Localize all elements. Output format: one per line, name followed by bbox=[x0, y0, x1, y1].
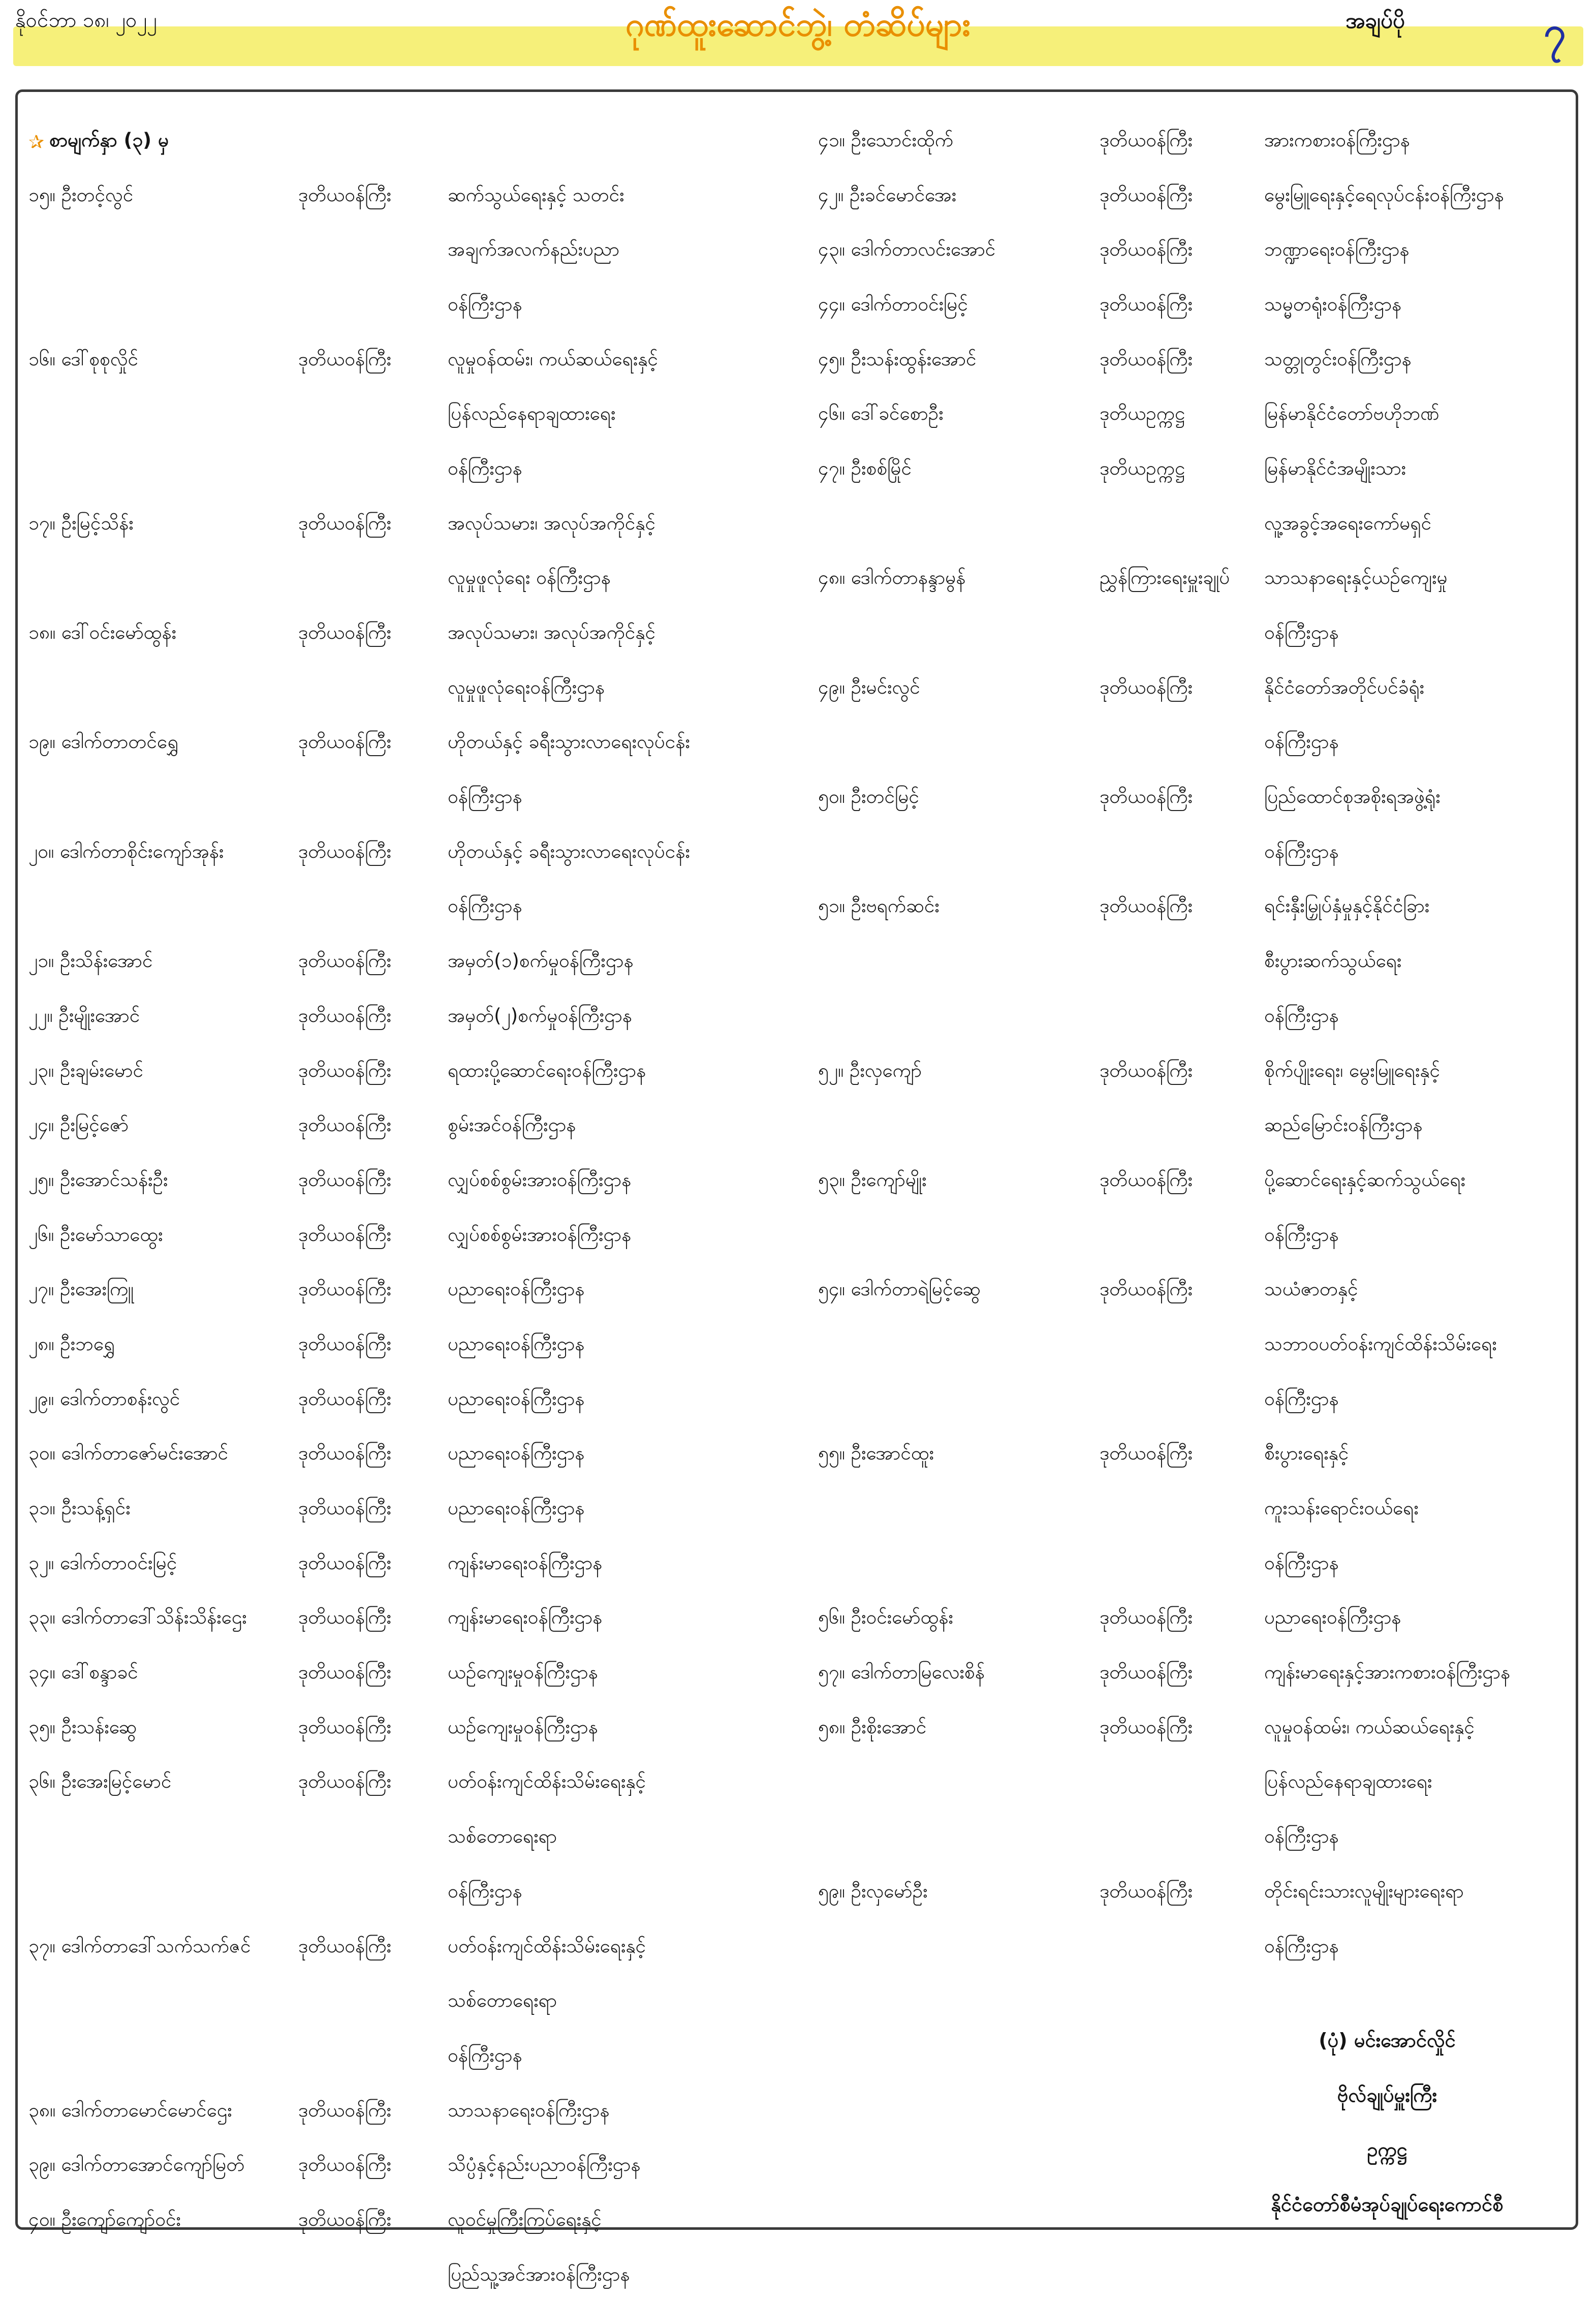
award-entry bbox=[28, 826, 791, 881]
recipient-rank: ဒုတိယဝန်ကြီး bbox=[298, 183, 391, 206]
recipient-name: ၂၀။ ဒေါက်တာစိုင်းကျော်အုန်း bbox=[28, 840, 224, 862]
recipient-name: ၂၅။ ဦးအောင်သန်းဦး bbox=[28, 1168, 168, 1191]
page-header bbox=[0, 0, 1596, 71]
recipient-ministry: သဘာဝပတ်ဝန်းကျင်ထိန်းသိမ်းရေး bbox=[1264, 1332, 1497, 1355]
recipient-name: ၅၇။ ဒေါက်တာမြလေးစိန် bbox=[818, 1661, 985, 1684]
recipient-ministry: သစ်တောရေးရာ bbox=[448, 1989, 557, 2012]
award-entry bbox=[28, 1593, 791, 1647]
award-entry-continuation bbox=[818, 1538, 1580, 1593]
recipient-ministry: ပတ်ဝန်းကျင်ထိန်းသိမ်းရေးနှင့် bbox=[448, 1935, 646, 1957]
page-title: ဂုဏ်ထူးဆောင်ဘွဲ့၊ တံဆိပ်များ bbox=[625, 6, 971, 44]
star-icon: ✰ bbox=[28, 131, 45, 153]
recipient-rank: ဒုတိယဝန်ကြီး bbox=[1100, 1168, 1193, 1191]
award-entry bbox=[818, 224, 1580, 279]
recipient-ministry: နိုင်ငံတော်အတိုင်ပင်ခံရုံး bbox=[1264, 676, 1425, 698]
recipient-rank: ဒုတိယဝန်ကြီး bbox=[1100, 348, 1193, 370]
recipient-ministry: ဝန်ကြီးဌာန bbox=[1264, 1825, 1339, 1848]
recipient-ministry: ယဉ်ကျေးမှုဝန်ကြီးဌာန bbox=[448, 1716, 598, 1738]
recipient-rank: ဒုတိယဝန်ကြီး bbox=[298, 1168, 391, 1191]
recipient-rank: ဒုတိယဝန်ကြီး bbox=[298, 621, 391, 644]
recipient-ministry: ဘဏ္ဍာရေးဝန်ကြီးဌာန bbox=[1264, 238, 1410, 261]
recipient-ministry: သိပ္ပံနှင့်နည်းပညာဝန်ကြီးဌာန bbox=[448, 2154, 641, 2176]
award-entry-continuation bbox=[28, 1866, 791, 1921]
recipient-ministry: အလုပ်သမား၊ အလုပ်အကိုင်နှင့် bbox=[448, 621, 655, 644]
signature-block bbox=[1209, 2015, 1565, 2234]
award-entry bbox=[28, 1702, 791, 1757]
award-entry-continuation bbox=[818, 1100, 1580, 1155]
recipient-ministry: ဆက်သွယ်ရေးနှင့် သတင်း bbox=[448, 183, 624, 206]
award-entry bbox=[818, 1702, 1580, 1757]
recipient-ministry: ဟိုတယ်နှင့် ခရီးသွားလာရေးလုပ်ငန်း bbox=[448, 731, 690, 753]
recipient-rank: ဒုတိယဝန်ကြီး bbox=[298, 1716, 391, 1738]
recipient-ministry: ဝန်ကြီးဌာန bbox=[1264, 1387, 1339, 1410]
award-entry bbox=[818, 1264, 1580, 1319]
award-entry bbox=[818, 334, 1580, 389]
recipient-name: ၂၉။ ဒေါက်တာစန်းလွင် bbox=[28, 1387, 180, 1410]
award-entry-continuation bbox=[818, 990, 1580, 1045]
recipient-rank: ဒုတိယဝန်ကြီး bbox=[1100, 786, 1193, 808]
recipient-name: ၄၃။ ဒေါက်တာလင်းအောင် bbox=[818, 238, 996, 261]
award-entry bbox=[28, 498, 791, 553]
recipient-name: ၂၂။ ဦးမျိုးအောင် bbox=[28, 1004, 140, 1026]
award-entry bbox=[818, 115, 1580, 170]
recipient-name: ၁၅။ ဦးတင့်လွင် bbox=[28, 183, 134, 206]
recipient-name: ၄၁။ ဦးသောင်းထိုက် bbox=[818, 129, 954, 151]
award-entry-continuation bbox=[28, 662, 791, 717]
award-entry bbox=[28, 1757, 791, 1812]
recipient-ministry: ပြည်သူ့အင်အားဝန်ကြီးဌာန bbox=[448, 2263, 630, 2285]
recipient-ministry: ဝန်ကြီးဌာန bbox=[1264, 1004, 1339, 1026]
recipient-name: ၂၇။ ဦးအေးကြူ bbox=[28, 1278, 134, 1300]
award-entry-continuation bbox=[28, 881, 791, 936]
recipient-name: ၃၉။ ဒေါက်တာအောင်ကျော်မြတ် bbox=[28, 2154, 245, 2176]
recipient-rank: ဒုတိယဝန်ကြီး bbox=[298, 2099, 391, 2121]
recipient-ministry: ဝန်ကြီးဌာန bbox=[448, 293, 522, 315]
award-entry-continuation bbox=[818, 936, 1580, 990]
recipient-ministry: အလုပ်သမား၊ အလုပ်အကိုင်နှင့် bbox=[448, 512, 655, 534]
award-entry bbox=[28, 1921, 791, 1976]
section-label: အချပ်ပို bbox=[1345, 8, 1405, 33]
award-entry bbox=[28, 1319, 791, 1374]
award-entry bbox=[28, 2139, 791, 2194]
award-entry bbox=[28, 990, 791, 1045]
award-entry bbox=[28, 936, 791, 990]
award-entry-continuation bbox=[28, 1975, 791, 2030]
award-entry-continuation bbox=[28, 443, 791, 498]
recipient-name: ၄၅။ ဦးသန်းထွန်းအောင် bbox=[818, 348, 977, 370]
recipient-ministry: သမ္မတရုံးဝန်ကြီးဌာန bbox=[1264, 293, 1402, 315]
recipient-name: ၃၈။ ဒေါက်တာမောင်မောင်ဌေး bbox=[28, 2099, 232, 2121]
recipient-ministry: ယဉ်ကျေးမှုဝန်ကြီးဌာန bbox=[448, 1661, 598, 1684]
recipient-rank: ဒုတိယဝန်ကြီး bbox=[298, 2154, 391, 2176]
award-entry bbox=[818, 279, 1580, 334]
recipient-ministry: ဟိုတယ်နှင့် ခရီးသွားလာရေးလုပ်ငန်း bbox=[448, 840, 690, 862]
recipient-rank: ဒုတိယဝန်ကြီး bbox=[298, 1332, 391, 1355]
award-entry bbox=[28, 1264, 791, 1319]
recipient-rank: ဒုတိယဝန်ကြီး bbox=[298, 1497, 391, 1519]
recipient-ministry: ဝန်ကြီးဌာန bbox=[1264, 1935, 1339, 1957]
award-entry-continuation bbox=[818, 1921, 1580, 1976]
award-entry bbox=[28, 334, 791, 389]
recipient-ministry: ဝန်ကြီးဌာန bbox=[1264, 1223, 1339, 1246]
recipient-rank: ဒုတိယဝန်ကြီး bbox=[298, 1387, 391, 1410]
recipient-ministry: ဝန်ကြီးဌာန bbox=[448, 786, 522, 808]
signatory-office: နိုင်ငံတော်စီမံအုပ်ချုပ်ရေးကောင်စီ bbox=[1271, 2193, 1504, 2216]
recipient-ministry: ဝန်ကြီးဌာန bbox=[448, 457, 522, 479]
recipient-ministry: ရင်းနှီးမြှုပ်နှံမှုနှင့်နိုင်ငံခြား bbox=[1264, 895, 1430, 917]
recipient-ministry: ပြန်လည်နေရာချထားရေး bbox=[448, 402, 616, 425]
award-entry bbox=[818, 1647, 1580, 1702]
recipient-ministry: သာသနာရေးနှင့်ယဉ်ကျေးမှု bbox=[1264, 567, 1448, 589]
recipient-rank: ဒုတိယဝန်ကြီး bbox=[298, 348, 391, 370]
recipient-name: ၃၆။ ဦးအေးမြင့်မောင် bbox=[28, 1770, 172, 1793]
recipient-rank: ဒုတိယဥက္ကဋ္ဌ bbox=[1100, 457, 1185, 479]
recipient-ministry: အချက်အလက်နည်းပညာ bbox=[448, 238, 620, 261]
award-entry bbox=[818, 881, 1580, 936]
recipient-name: ၄၀။ ဦးကျော်ကျော်ဝင်း bbox=[28, 2208, 181, 2230]
award-entry bbox=[28, 1374, 791, 1428]
recipient-name: ၂၄။ ဦးမြင့်ဇော် bbox=[28, 1114, 129, 1136]
recipient-ministry: အမှတ်(၂)စက်မှုဝန်ကြီးဌာန bbox=[448, 1004, 632, 1026]
recipient-rank: ဒုတိယဝန်ကြီး bbox=[1100, 676, 1193, 698]
recipient-ministry: ပြန်လည်နေရာချထားရေး bbox=[1264, 1770, 1432, 1793]
recipient-name: ၅၈။ ဦးစိုးအောင် bbox=[818, 1716, 927, 1738]
recipient-ministry: လူမှုဖူလုံရေး ဝန်ကြီးဌာန bbox=[448, 567, 611, 589]
award-entry-continuation bbox=[818, 1811, 1580, 1866]
recipient-ministry: ပညာရေးဝန်ကြီးဌာန bbox=[448, 1332, 585, 1355]
recipient-rank: ဒုတိယဝန်ကြီး bbox=[1100, 1442, 1193, 1465]
recipient-name: ၂၈။ ဦးဘရွှေ bbox=[28, 1332, 115, 1355]
award-entry-continuation bbox=[28, 279, 791, 334]
recipient-ministry: သာသနာရေးဝန်ကြီးဌာန bbox=[448, 2099, 610, 2121]
recipient-ministry: ကျန်းမာရေးဝန်ကြီးဌာန bbox=[448, 1551, 603, 1574]
recipient-rank: ဒုတိယဝန်ကြီး bbox=[298, 1114, 391, 1136]
recipient-rank: ဒုတိယဝန်ကြီး bbox=[1100, 1606, 1193, 1629]
recipient-ministry: လူမှုဝန်ထမ်း၊ ကယ်ဆယ်ရေးနှင့် bbox=[1264, 1716, 1475, 1738]
recipient-name: ၁၆။ ဒေါ်စုစုလှိုင် bbox=[28, 348, 139, 370]
recipient-rank: ဒုတိယဝန်ကြီး bbox=[298, 1661, 391, 1684]
award-entry bbox=[28, 1428, 791, 1483]
recipient-name: ၅၀။ ဦးတင်မြင့် bbox=[818, 786, 919, 808]
award-entry bbox=[818, 1593, 1580, 1647]
award-entry-continuation bbox=[28, 2030, 791, 2085]
award-entry bbox=[818, 1045, 1580, 1100]
recipient-ministry: ပို့ဆောင်ရေးနှင့်ဆက်သွယ်ရေး bbox=[1264, 1168, 1466, 1191]
recipient-rank: ဒုတိယဝန်ကြီး bbox=[298, 1278, 391, 1300]
recipient-name: ၃၀။ ဒေါက်တာဇော်မင်းအောင် bbox=[28, 1442, 229, 1465]
recipient-ministry: သတ္တုတွင်းဝန်ကြီးဌာန bbox=[1264, 348, 1412, 370]
award-entry bbox=[818, 443, 1580, 498]
award-entry-continuation bbox=[28, 388, 791, 443]
recipient-name: ၃၄။ ဒေါ်စန္ဒာခင် bbox=[28, 1661, 138, 1684]
recipient-ministry: မြန်မာနိုင်ငံတော်ဗဟိုဘဏ် bbox=[1264, 402, 1439, 425]
recipient-ministry: အမှတ်(၁)စက်မှုဝန်ကြီးဌာန bbox=[448, 950, 634, 972]
recipient-rank: ဒုတိယဥက္ကဋ္ဌ bbox=[1100, 402, 1185, 425]
recipient-ministry: ပညာရေးဝန်ကြီးဌာန bbox=[448, 1497, 585, 1519]
recipient-name: ၅၅။ ဦးအောင်ထူး bbox=[818, 1442, 934, 1465]
award-entry bbox=[28, 717, 791, 772]
award-entry-continuation bbox=[818, 1209, 1580, 1264]
award-entry-continuation bbox=[28, 1811, 791, 1866]
recipient-rank: ဒုတိယဝန်ကြီး bbox=[1100, 1059, 1193, 1081]
recipient-name: ၅၃။ ဦးကျော်မျိုး bbox=[818, 1168, 927, 1191]
award-entry bbox=[818, 1866, 1580, 1921]
recipient-ministry: ပညာရေးဝန်ကြီးဌာန bbox=[1264, 1606, 1401, 1629]
recipient-ministry: လျှပ်စစ်စွမ်းအားဝန်ကြီးဌာန bbox=[448, 1223, 632, 1246]
recipient-ministry: သစ်တောရေးရာ bbox=[448, 1825, 557, 1848]
recipient-name: ၂၁။ ဦးသိန်းအောင် bbox=[28, 950, 153, 972]
recipient-rank: ဒုတိယဝန်ကြီး bbox=[1100, 293, 1193, 315]
recipient-name: ၁၇။ ဦးမြင့်သိန်း bbox=[28, 512, 134, 534]
award-entry bbox=[818, 170, 1580, 225]
recipient-name: ၄၈။ ဒေါက်တာနန္ဒာမွန် bbox=[818, 567, 966, 589]
recipient-rank: ဒုတိယဝန်ကြီး bbox=[1100, 1661, 1193, 1684]
recipient-ministry: သယံဇာတနှင့် bbox=[1264, 1278, 1358, 1300]
recipient-ministry: ကျန်းမာရေးနှင့်အားကစားဝန်ကြီးဌာန bbox=[1264, 1661, 1511, 1684]
recipient-name: ၃၇။ ဒေါက်တာဒေါ်သက်သက်ဇင် bbox=[28, 1935, 251, 1957]
award-entry-continuation bbox=[818, 1483, 1580, 1538]
recipient-ministry: စီးပွားဆက်သွယ်ရေး bbox=[1264, 950, 1402, 972]
award-entry bbox=[28, 1155, 791, 1209]
recipient-name: ၅၂။ ဦးလှကျော် bbox=[818, 1059, 922, 1081]
recipient-ministry: ပြည်ထောင်စုအစိုးရအဖွဲ့ရုံး bbox=[1264, 786, 1441, 808]
award-entry bbox=[818, 1428, 1580, 1483]
recipient-ministry: လူ့အခွင့်အရေးကော်မရှင် bbox=[1264, 512, 1432, 534]
recipient-name: ၁၉။ ဒေါက်တာတင်ရွှေ bbox=[28, 731, 178, 753]
recipient-ministry: လူမှုဖူလုံရေးဝန်ကြီးဌာန bbox=[448, 676, 605, 698]
award-entry bbox=[28, 2194, 791, 2249]
recipient-rank: ဒုတိယဝန်ကြီး bbox=[298, 1551, 391, 1574]
recipient-name: ၂၃။ ဦးချမ်းမောင် bbox=[28, 1059, 144, 1081]
award-entry bbox=[818, 388, 1580, 443]
award-entry-continuation bbox=[818, 717, 1580, 772]
issue-date: နိုဝင်ဘာ ၁၈၊ ၂၀၂၂ bbox=[15, 9, 157, 32]
recipient-name: ၄၉။ ဦးမင်းလွင် bbox=[818, 676, 920, 698]
recipient-name: ၄၇။ ဦးစစ်မြိုင် bbox=[818, 457, 912, 479]
recipient-name: ၅၁။ ဦးဗရက်ဆင်း bbox=[818, 895, 940, 917]
recipient-ministry: မွေးမြူရေးနှင့်ရေလုပ်ငန်းဝန်ကြီးဌာန bbox=[1264, 183, 1504, 206]
award-entry-continuation bbox=[818, 607, 1580, 662]
recipient-ministry: မြန်မာနိုင်ငံအမျိုးသား bbox=[1264, 457, 1406, 479]
recipient-ministry: ရထားပို့ဆောင်ရေးဝန်ကြီးဌာန bbox=[448, 1059, 646, 1081]
recipient-rank: ဒုတိယဝန်ကြီး bbox=[298, 840, 391, 862]
recipient-ministry: ဝန်ကြီးဌာန bbox=[1264, 731, 1339, 753]
recipient-ministry: လူဝင်မှုကြီးကြပ်ရေးနှင့် bbox=[448, 2208, 602, 2230]
award-entry bbox=[28, 1045, 791, 1100]
recipient-rank: ဒုတိယဝန်ကြီး bbox=[298, 1606, 391, 1629]
recipient-ministry: ဆည်မြောင်းဝန်ကြီးဌာန bbox=[1264, 1114, 1423, 1136]
recipient-ministry: ဝန်ကြီးဌာန bbox=[448, 1880, 522, 1902]
recipient-name: ၄၂။ ဦးခင်မောင်အေး bbox=[818, 183, 957, 206]
award-entry-continuation bbox=[818, 1319, 1580, 1374]
recipient-rank: ညွှန်ကြားရေးမှူးချုပ် bbox=[1100, 567, 1230, 589]
award-entry-continuation bbox=[28, 553, 791, 608]
recipient-rank: ဒုတိယဝန်ကြီး bbox=[1100, 895, 1193, 917]
recipient-ministry: ကူးသန်းရောင်းဝယ်ရေး bbox=[1264, 1497, 1419, 1519]
award-entry bbox=[818, 553, 1580, 608]
recipient-ministry: လျှပ်စစ်စွမ်းအားဝန်ကြီးဌာန bbox=[448, 1168, 632, 1191]
recipient-ministry: ဝန်ကြီးဌာန bbox=[1264, 621, 1339, 644]
recipient-rank: ဒုတိယဝန်ကြီး bbox=[298, 1442, 391, 1465]
recipient-ministry: ပညာရေးဝန်ကြီးဌာန bbox=[448, 1442, 585, 1465]
recipient-rank: ဒုတိယဝန်ကြီး bbox=[298, 1223, 391, 1246]
signatory-name: (ပုံ) မင်းအောင်လှိုင် bbox=[1319, 2029, 1456, 2051]
recipient-name: ၁၈။ ဒေါ်ဝင်းမော်ထွန်း bbox=[28, 621, 176, 644]
award-entry-continuation bbox=[28, 2249, 791, 2304]
award-entry-continuation bbox=[818, 1757, 1580, 1812]
recipient-name: ၅၄။ ဒေါက်တာရဲမြင့်ဆွေ bbox=[818, 1278, 981, 1300]
recipient-name: ၂၆။ ဦးမော်သာထွေး bbox=[28, 1223, 163, 1246]
continued-label: စာမျက်နှာ (၃) မှ bbox=[49, 129, 169, 151]
signatory-title: ဥက္ကဋ္ဌ bbox=[1367, 2138, 1407, 2161]
award-entry bbox=[28, 1209, 791, 1264]
recipient-ministry: ဝန်ကြီးဌာန bbox=[448, 895, 522, 917]
recipient-name: ၃၅။ ဦးသန်းဆွေ bbox=[28, 1716, 137, 1738]
recipient-ministry: စိုက်ပျိုးရေး၊ မွေးမြူရေးနှင့် bbox=[1264, 1059, 1441, 1081]
recipient-rank: ဒုတိယဝန်ကြီး bbox=[1100, 183, 1193, 206]
award-entry bbox=[28, 2085, 791, 2140]
recipient-rank: ဒုတိယဝန်ကြီး bbox=[1100, 1880, 1193, 1902]
recipient-ministry: ဝန်ကြီးဌာန bbox=[1264, 840, 1339, 862]
recipient-rank: ဒုတိယဝန်ကြီး bbox=[298, 1770, 391, 1793]
recipient-rank: ဒုတိယဝန်ကြီး bbox=[298, 1935, 391, 1957]
right-column bbox=[818, 115, 1580, 1975]
award-entry-continuation bbox=[818, 498, 1580, 553]
page-number: ၇ bbox=[1544, 9, 1566, 54]
continued-from bbox=[28, 115, 791, 170]
recipient-name: ၃၂။ ဒေါက်တာဝင်းမြင့် bbox=[28, 1551, 177, 1574]
award-entry bbox=[28, 1647, 791, 1702]
award-entry bbox=[28, 170, 791, 225]
signatory-rank: ဗိုလ်ချုပ်မှူးကြီး bbox=[1337, 2083, 1437, 2106]
award-entry-continuation bbox=[28, 224, 791, 279]
recipient-name: ၄၆။ ဒေါ်ခင်စောဦး bbox=[818, 402, 944, 425]
recipient-rank: ဒုတိယဝန်ကြီး bbox=[298, 1059, 391, 1081]
recipient-rank: ဒုတိယဝန်ကြီး bbox=[1100, 238, 1193, 261]
award-entry-continuation bbox=[818, 826, 1580, 881]
recipient-ministry: စွမ်းအင်ဝန်ကြီးဌာန bbox=[448, 1114, 576, 1136]
recipient-rank: ဒုတိယဝန်ကြီး bbox=[298, 731, 391, 753]
award-entry bbox=[818, 1155, 1580, 1209]
recipient-ministry: ဝန်ကြီးဌာန bbox=[1264, 1551, 1339, 1574]
award-entry bbox=[818, 662, 1580, 717]
recipient-ministry: စီးပွားရေးနှင့် bbox=[1264, 1442, 1349, 1465]
recipient-rank: ဒုတိယဝန်ကြီး bbox=[1100, 129, 1193, 151]
recipient-rank: ဒုတိယဝန်ကြီး bbox=[1100, 1278, 1193, 1300]
recipient-ministry: ဝန်ကြီးဌာန bbox=[448, 2044, 522, 2066]
award-entry-continuation bbox=[28, 771, 791, 826]
recipient-ministry: အားကစားဝန်ကြီးဌာန bbox=[1264, 129, 1410, 151]
recipient-name: ၃၃။ ဒေါက်တာဒေါ်သိန်းသိန်းဌေး bbox=[28, 1606, 247, 1629]
recipient-ministry: ပညာရေးဝန်ကြီးဌာန bbox=[448, 1387, 585, 1410]
award-entry bbox=[818, 771, 1580, 826]
recipient-ministry: လူမှုဝန်ထမ်း၊ ကယ်ဆယ်ရေးနှင့် bbox=[448, 348, 658, 370]
recipient-name: ၄၄။ ဒေါက်တာဝင်းမြင့် bbox=[818, 293, 968, 315]
recipient-rank: ဒုတိယဝန်ကြီး bbox=[298, 512, 391, 534]
award-entry-continuation bbox=[818, 1374, 1580, 1428]
recipient-name: ၃၁။ ဦးသန့်ရှင်း bbox=[28, 1497, 131, 1519]
award-entry bbox=[28, 1100, 791, 1155]
recipient-rank: ဒုတိယဝန်ကြီး bbox=[298, 1004, 391, 1026]
recipient-rank: ဒုတိယဝန်ကြီး bbox=[298, 950, 391, 972]
left-column bbox=[28, 115, 791, 2304]
recipient-rank: ဒုတိယဝန်ကြီး bbox=[298, 2208, 391, 2230]
recipient-ministry: ပတ်ဝန်းကျင်ထိန်းသိမ်းရေးနှင့် bbox=[448, 1770, 646, 1793]
recipient-ministry: တိုင်းရင်းသားလူမျိုးများရေးရာ bbox=[1264, 1880, 1464, 1902]
recipient-name: ၅၉။ ဦးလှမော်ဦး bbox=[818, 1880, 928, 1902]
recipient-ministry: ကျန်းမာရေးဝန်ကြီးဌာန bbox=[448, 1606, 603, 1629]
award-entry bbox=[28, 1483, 791, 1538]
recipient-name: ၅၆။ ဦးဝင်းမော်ထွန်း bbox=[818, 1606, 953, 1629]
recipient-ministry: ပညာရေးဝန်ကြီးဌာန bbox=[448, 1278, 585, 1300]
award-entry bbox=[28, 1538, 791, 1593]
award-entry bbox=[28, 607, 791, 662]
recipient-rank: ဒုတိယဝန်ကြီး bbox=[1100, 1716, 1193, 1738]
